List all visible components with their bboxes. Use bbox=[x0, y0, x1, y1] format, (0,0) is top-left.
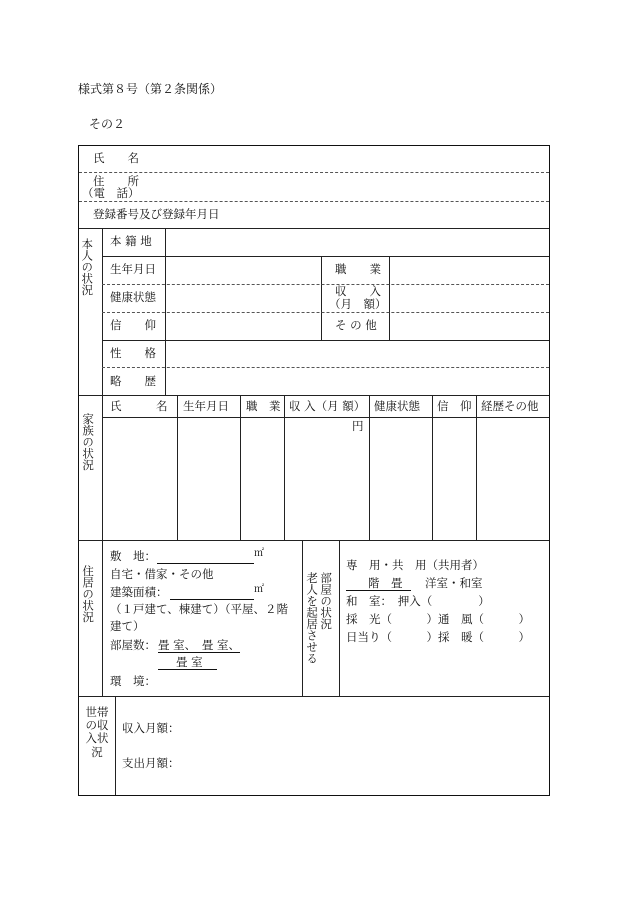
usage-options: 専 用・共 用（共用者） bbox=[346, 558, 484, 572]
other-label: そ の 他 bbox=[335, 318, 377, 332]
divider bbox=[389, 256, 390, 340]
form-number: 様式第８号（第２条関係） bbox=[78, 82, 223, 96]
floor-tatami-field: 階 畳 bbox=[346, 578, 411, 591]
divider bbox=[321, 256, 322, 340]
family-header-health: 健康状態 bbox=[374, 399, 420, 413]
room-status-label: 老人を起居させる bbox=[305, 572, 320, 664]
phone-label: （電 話） bbox=[82, 186, 140, 200]
divider bbox=[302, 540, 303, 696]
building-type-options: （１戸建て、棟建て）（平屋、２階 bbox=[110, 602, 289, 616]
divider bbox=[102, 417, 549, 418]
household-income-section-text: 世帯の収入状況 bbox=[85, 705, 109, 759]
divider bbox=[79, 228, 549, 229]
environment-label: 環 境： bbox=[110, 674, 156, 688]
building-type-options-cont: 建て） bbox=[110, 619, 145, 633]
household-income-section-label bbox=[85, 706, 109, 759]
rooms-label: 部屋数： bbox=[110, 638, 156, 652]
occupation-label: 職 業 bbox=[335, 262, 381, 276]
divider bbox=[79, 696, 549, 697]
divider bbox=[102, 340, 549, 341]
building-area-unit: ㎡ bbox=[254, 584, 264, 595]
divider bbox=[339, 540, 340, 696]
income-monthly-label: （月 額） bbox=[329, 297, 387, 311]
divider bbox=[115, 696, 116, 795]
family-section-label: 家族の状況 bbox=[81, 413, 96, 471]
health-label: 健康状態 bbox=[110, 290, 156, 304]
lighting-ventilation-fields: 採 光（ ）通 風（ ） bbox=[346, 612, 530, 626]
building-area-label: 建築面積： bbox=[110, 585, 168, 599]
personal-section-label: 本人の状況 bbox=[80, 238, 95, 296]
closet-field: 和 室： 押入（ ） bbox=[346, 594, 490, 608]
sunlight-heating-fields: 日当り（ ）採 暖（ ） bbox=[346, 630, 530, 644]
building-area-field bbox=[170, 587, 254, 600]
divider bbox=[79, 395, 549, 396]
yen-unit: 円 bbox=[352, 419, 364, 433]
site-label: 敷 地： bbox=[110, 549, 156, 563]
site-area-field bbox=[157, 551, 254, 564]
housing-section-label: 住居の状況 bbox=[81, 565, 96, 623]
birthdate-label: 生年月日 bbox=[110, 262, 156, 276]
family-header-name: 氏 名 bbox=[110, 399, 168, 413]
divider bbox=[79, 172, 549, 173]
room-type-options: 洋室・和室 bbox=[425, 576, 483, 590]
religion-label: 信 仰 bbox=[110, 318, 156, 332]
monthly-expense-label: 支出月額： bbox=[122, 756, 180, 770]
name-label: 氏 名 bbox=[93, 151, 139, 165]
address-label: 住 所 bbox=[93, 174, 139, 188]
divider bbox=[102, 312, 549, 313]
income-label: 収 入 bbox=[335, 284, 381, 298]
domicile-label: 本 籍 地 bbox=[110, 234, 152, 248]
room-status-label-2: 部屋の状況 bbox=[319, 572, 334, 630]
site-area-unit: ㎡ bbox=[254, 548, 264, 559]
rooms-field: 畳 室、 畳 室、 bbox=[158, 638, 241, 652]
sub-number: その２ bbox=[89, 117, 126, 131]
monthly-income-label: 収入月額： bbox=[122, 721, 180, 735]
registration-label: 登録番号及び登録年月日 bbox=[93, 207, 220, 221]
family-header-income: 収 入（月 額） bbox=[289, 399, 366, 413]
family-header-occupation: 職 業 bbox=[246, 399, 281, 413]
divider bbox=[79, 540, 549, 541]
family-header-birthdate: 生年月日 bbox=[183, 399, 229, 413]
family-header-career: 経歴その他 bbox=[481, 399, 539, 413]
divider bbox=[102, 540, 103, 696]
divider bbox=[102, 367, 549, 368]
rooms-field-cont: 畳 室 bbox=[158, 657, 217, 670]
personality-label: 性 格 bbox=[110, 346, 156, 360]
ownership-options: 自宅・借家・その他 bbox=[110, 567, 214, 581]
divider bbox=[79, 201, 549, 202]
divider bbox=[102, 256, 549, 257]
career-label: 略 歴 bbox=[110, 374, 156, 388]
divider bbox=[102, 284, 549, 285]
family-header-religion: 信 仰 bbox=[437, 399, 472, 413]
